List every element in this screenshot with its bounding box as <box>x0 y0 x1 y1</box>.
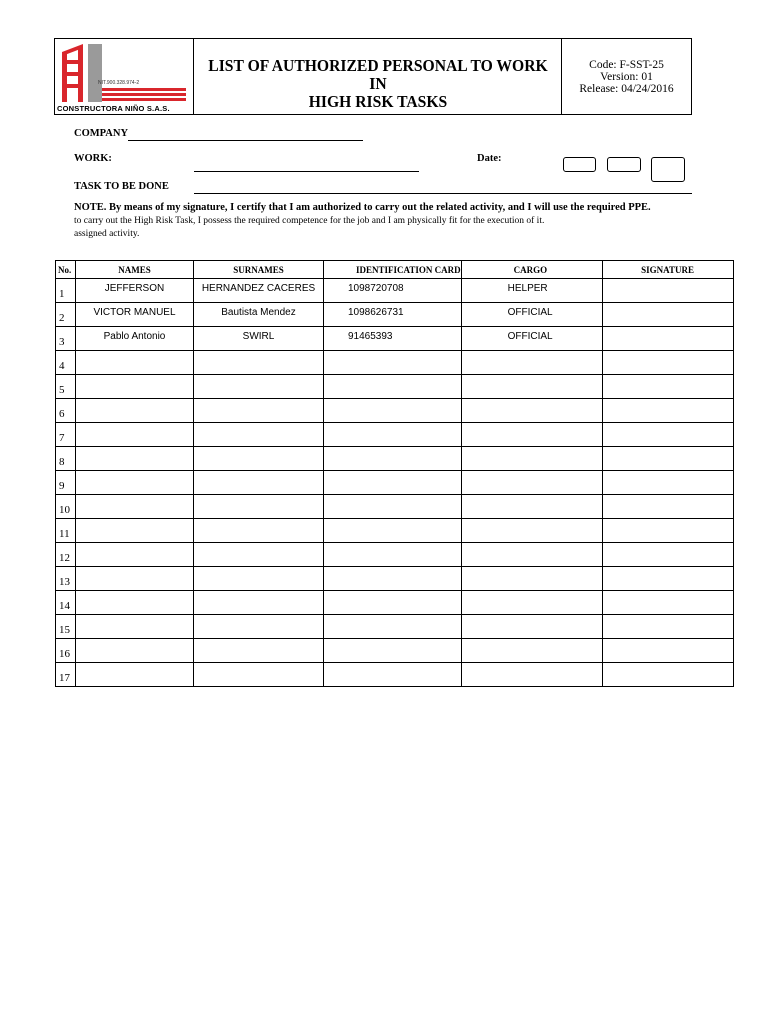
row-number: 2 <box>56 303 76 327</box>
note-line-2: to carry out the High Risk Task, I possess the required competence for the job and I am physically fit for the execution of it. <box>74 216 545 226</box>
cell-surname[interactable] <box>194 423 324 447</box>
cell-surname[interactable] <box>194 495 324 519</box>
cell-surname[interactable] <box>194 591 324 615</box>
cell-name[interactable] <box>76 567 194 591</box>
cell-id-card[interactable] <box>324 423 462 447</box>
header-no: No. <box>56 261 76 279</box>
cell-id-card[interactable] <box>324 375 462 399</box>
company-logo <box>55 39 194 114</box>
table-row <box>56 591 734 615</box>
cell-signature[interactable] <box>602 567 733 591</box>
cell-signature[interactable] <box>602 495 733 519</box>
row-number: 4 <box>56 351 76 375</box>
cell-signature[interactable] <box>602 375 733 399</box>
date-label: Date: <box>477 153 502 164</box>
cell-id-card[interactable] <box>324 543 462 567</box>
row-number: 16 <box>56 639 76 663</box>
cell-cargo[interactable] <box>461 471 602 495</box>
cell-id-card[interactable]: 1098626731 <box>324 303 462 327</box>
row-number: 9 <box>56 471 76 495</box>
cell-signature[interactable] <box>602 447 733 471</box>
cell-id-card[interactable] <box>324 447 462 471</box>
cell-cargo[interactable] <box>461 495 602 519</box>
cell-name[interactable] <box>76 399 194 423</box>
note-statement: NOTE. By means of my signature, I certify that I am authorized to carry out the related activity, and I will use the required PPE. <box>74 202 651 213</box>
cell-signature[interactable] <box>602 471 733 495</box>
cell-id-card[interactable] <box>324 519 462 543</box>
cell-cargo[interactable] <box>461 351 602 375</box>
cell-surname[interactable] <box>194 351 324 375</box>
cell-surname[interactable]: HERNANDEZ CACERES <box>194 279 324 303</box>
cell-name[interactable] <box>76 495 194 519</box>
cell-signature[interactable] <box>602 327 733 351</box>
cell-id-card[interactable] <box>324 591 462 615</box>
title-line-2: HIGH RISK TASKS <box>308 92 448 111</box>
row-number: 5 <box>56 375 76 399</box>
table-row <box>56 615 734 639</box>
title-cell <box>193 39 563 114</box>
row-number: 15 <box>56 615 76 639</box>
cell-name[interactable] <box>76 351 194 375</box>
cell-surname[interactable] <box>194 615 324 639</box>
row-number: 13 <box>56 567 76 591</box>
cell-name[interactable]: VICTOR MANUEL <box>76 303 194 327</box>
table-row <box>56 495 734 519</box>
table-row <box>56 375 734 399</box>
row-number: 12 <box>56 543 76 567</box>
cell-signature[interactable] <box>602 591 733 615</box>
cell-id-card[interactable] <box>324 351 462 375</box>
logo-nit: NIT.900.328.974-2 <box>98 80 140 86</box>
doc-code: Code: F-SST-25 <box>589 59 664 71</box>
building-logo-icon <box>58 42 190 104</box>
cell-cargo[interactable] <box>461 663 602 687</box>
cell-surname[interactable] <box>194 375 324 399</box>
cell-cargo[interactable] <box>461 447 602 471</box>
cell-cargo[interactable]: HELPER <box>461 279 602 303</box>
cell-name[interactable]: JEFFERSON <box>76 279 194 303</box>
table-row <box>56 543 734 567</box>
code-cell <box>561 39 691 114</box>
table-row <box>56 279 734 303</box>
cell-id-card[interactable] <box>324 471 462 495</box>
cell-id-card[interactable] <box>324 567 462 591</box>
table-row <box>56 351 734 375</box>
table-row <box>56 471 734 495</box>
table-header-row <box>56 261 734 279</box>
cell-id-card[interactable] <box>324 495 462 519</box>
cell-name[interactable] <box>76 543 194 567</box>
work-field[interactable] <box>194 171 419 172</box>
cell-cargo[interactable] <box>461 591 602 615</box>
cell-surname[interactable] <box>194 639 324 663</box>
row-number: 1 <box>56 279 76 303</box>
cell-signature[interactable] <box>602 279 733 303</box>
header-signature: SIGNATURE <box>602 261 733 279</box>
date-year-box[interactable] <box>651 157 685 182</box>
cell-name[interactable] <box>76 375 194 399</box>
work-label: WORK: <box>74 153 112 164</box>
table-row <box>56 303 734 327</box>
logo-company-name: CONSTRUCTORA NIÑO S.A.S. <box>57 104 170 113</box>
cell-signature[interactable] <box>602 663 733 687</box>
row-number: 8 <box>56 447 76 471</box>
header-names: NAMES <box>76 261 194 279</box>
cell-surname[interactable]: SWIRL <box>194 327 324 351</box>
cell-signature[interactable] <box>602 399 733 423</box>
cell-cargo[interactable]: OFFICIAL <box>461 303 602 327</box>
task-label: TASK TO BE DONE <box>74 181 169 192</box>
company-field[interactable] <box>128 140 363 141</box>
cell-name[interactable] <box>76 615 194 639</box>
header-cargo: CARGO <box>461 261 602 279</box>
table-row <box>56 567 734 591</box>
cell-surname[interactable]: Bautista Mendez <box>194 303 324 327</box>
note-line-3: assigned activity. <box>74 229 140 239</box>
table-row <box>56 423 734 447</box>
row-number: 11 <box>56 519 76 543</box>
table-row <box>56 447 734 471</box>
table-row <box>56 519 734 543</box>
cell-signature[interactable] <box>602 423 733 447</box>
cell-name[interactable]: Pablo Antonio <box>76 327 194 351</box>
authorized-personnel-table <box>55 260 734 687</box>
cell-cargo[interactable] <box>461 519 602 543</box>
cell-cargo[interactable] <box>461 639 602 663</box>
cell-id-card[interactable]: 91465393 <box>324 327 462 351</box>
row-number: 17 <box>56 663 76 687</box>
doc-version: Version: 01 <box>600 71 653 83</box>
date-month-box[interactable] <box>607 157 641 172</box>
cell-surname[interactable] <box>194 399 324 423</box>
table-row <box>56 639 734 663</box>
header-surnames: SURNAMES <box>194 261 324 279</box>
cell-id-card[interactable] <box>324 399 462 423</box>
cell-cargo[interactable] <box>461 543 602 567</box>
cell-cargo[interactable] <box>461 423 602 447</box>
cell-surname[interactable] <box>194 543 324 567</box>
cell-cargo[interactable] <box>461 615 602 639</box>
row-number: 14 <box>56 591 76 615</box>
cell-surname[interactable] <box>194 663 324 687</box>
cell-id-card[interactable] <box>324 615 462 639</box>
cell-name[interactable] <box>76 471 194 495</box>
cell-cargo[interactable] <box>461 399 602 423</box>
title-line-1: LIST OF AUTHORIZED PERSONAL TO WORK IN <box>208 56 548 93</box>
cell-surname[interactable] <box>194 447 324 471</box>
cell-name[interactable] <box>76 519 194 543</box>
company-label: COMPANY <box>74 128 129 139</box>
date-day-box[interactable] <box>563 157 596 172</box>
header-id: IDENTIFICATION CARD <box>324 261 462 279</box>
row-number: 10 <box>56 495 76 519</box>
cell-name[interactable] <box>76 423 194 447</box>
cell-name[interactable] <box>76 639 194 663</box>
cell-signature[interactable] <box>602 303 733 327</box>
document-header <box>54 38 692 115</box>
cell-id-card[interactable] <box>324 639 462 663</box>
table-row <box>56 663 734 687</box>
cell-name[interactable] <box>76 447 194 471</box>
cell-signature[interactable] <box>602 351 733 375</box>
cell-name[interactable] <box>76 591 194 615</box>
cell-signature[interactable] <box>602 543 733 567</box>
cell-cargo[interactable]: OFFICIAL <box>461 327 602 351</box>
doc-release: Release: 04/24/2016 <box>579 83 674 95</box>
cell-cargo[interactable] <box>461 567 602 591</box>
cell-id-card[interactable] <box>324 663 462 687</box>
table-row <box>56 327 734 351</box>
cell-signature[interactable] <box>602 519 733 543</box>
document-title <box>208 57 548 111</box>
row-number: 6 <box>56 399 76 423</box>
cell-surname[interactable] <box>194 471 324 495</box>
cell-surname[interactable] <box>194 567 324 591</box>
cell-surname[interactable] <box>194 519 324 543</box>
table-row <box>56 399 734 423</box>
task-field[interactable] <box>194 193 692 194</box>
row-number: 3 <box>56 327 76 351</box>
cell-name[interactable] <box>76 663 194 687</box>
cell-cargo[interactable] <box>461 375 602 399</box>
cell-signature[interactable] <box>602 615 733 639</box>
cell-signature[interactable] <box>602 639 733 663</box>
row-number: 7 <box>56 423 76 447</box>
cell-id-card[interactable]: 1098720708 <box>324 279 462 303</box>
